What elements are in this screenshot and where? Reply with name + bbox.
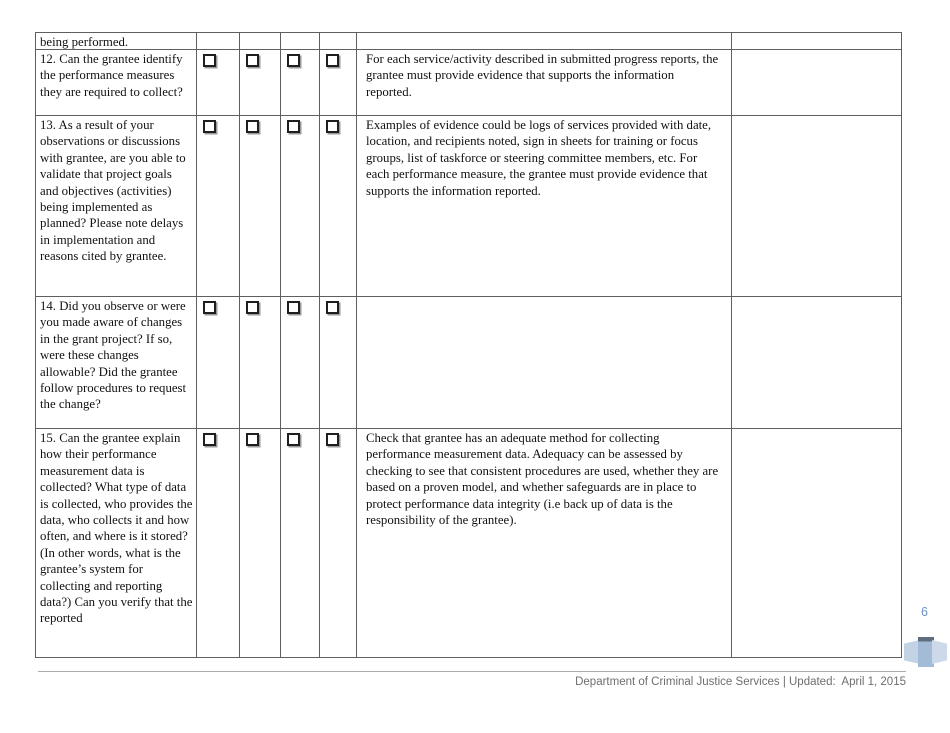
table-row <box>36 33 902 50</box>
guidance-cell <box>357 429 732 658</box>
guidance-cell <box>357 50 732 116</box>
checkbox[interactable] <box>287 120 300 133</box>
guidance-text: Check that grantee has an adequate method for collecting performance measurement data. Adequacy can be assessed by checking to see that consistent procedures are used, whether they are based on a proven model, and whether safeguards are in place to protect performance data integrity (i.e back up of data is the responsibility of the grantee). <box>366 431 719 528</box>
footer-text: Department of Criminal Justice Services | Updated: April 1, 2015 <box>575 676 906 688</box>
checkbox[interactable] <box>326 54 339 67</box>
monitoring-table <box>35 32 902 658</box>
checkbox[interactable] <box>326 433 339 446</box>
checkbox[interactable] <box>287 54 300 67</box>
checkbox[interactable] <box>287 301 300 314</box>
table-row <box>36 50 902 116</box>
checkbox-cell <box>197 297 240 429</box>
table-row <box>36 116 902 297</box>
checkbox-cell <box>240 33 281 50</box>
checkbox-cell <box>320 429 357 658</box>
checkbox-cell <box>197 33 240 50</box>
book-cube-icon-spine <box>918 637 934 667</box>
question-text: 12. Can the grantee identify the performance measures they are required to collect? <box>40 52 183 99</box>
question-cell <box>36 429 197 658</box>
checkbox[interactable] <box>287 433 300 446</box>
checkbox-cell <box>240 297 281 429</box>
question-continuation-text: being performed. <box>40 35 129 49</box>
guidance-text: For each service/activity described in submitted progress reports, the grantee must provide evidence that supports the information reported. <box>366 52 719 99</box>
checkbox-cell <box>320 116 357 297</box>
checkbox[interactable] <box>246 120 259 133</box>
question-cell <box>36 50 197 116</box>
question-text: 13. As a result of your observations or discussions with grantee, are you able to validate that project goals and objectives (activities) being implemented as planned? Please note delays in implementation and reasons cited by grantee. <box>40 118 186 264</box>
footer-divider <box>38 671 906 672</box>
checkbox[interactable] <box>203 301 216 314</box>
guidance-text: Examples of evidence could be logs of services provided with date, location, and recipients noted, sign in sheets for training or focus groups, list of taskforce or steering committee members, etc. For each performance measure, the grantee must provide evidence that supports the information reported. <box>366 118 712 198</box>
question-cell <box>36 116 197 297</box>
checkbox-cell <box>281 429 320 658</box>
checkbox[interactable] <box>326 120 339 133</box>
checkbox[interactable] <box>203 120 216 133</box>
checkbox-cell <box>197 116 240 297</box>
checkbox-cell <box>281 116 320 297</box>
notes-cell[interactable] <box>732 50 902 116</box>
checkbox-cell <box>320 297 357 429</box>
checkbox-cell <box>281 50 320 116</box>
book-cube-icon <box>904 637 947 667</box>
checkbox-cell <box>240 50 281 116</box>
checkbox[interactable] <box>326 301 339 314</box>
checkbox-cell <box>197 429 240 658</box>
guidance-cell <box>357 297 732 429</box>
question-text: 14. Did you observe or were you made aware of changes in the grant project? If so, were these changes allowable? Did the grantee follow procedures to request the change? <box>40 299 187 412</box>
table-row <box>36 297 902 429</box>
checkbox-cell <box>197 50 240 116</box>
checkbox-cell <box>240 429 281 658</box>
book-cube-icon-right-flap <box>932 640 947 664</box>
notes-cell[interactable] <box>732 297 902 429</box>
checkbox-cell <box>320 50 357 116</box>
guidance-text <box>357 297 731 298</box>
guidance-cell <box>357 33 732 50</box>
checkbox[interactable] <box>246 54 259 67</box>
table-row <box>36 429 902 658</box>
notes-cell[interactable] <box>732 429 902 658</box>
question-cell <box>36 33 197 50</box>
notes-cell[interactable] <box>732 116 902 297</box>
checkbox[interactable] <box>203 54 216 67</box>
guidance-cell <box>357 116 732 297</box>
page-number: 6 <box>921 605 928 619</box>
question-cell <box>36 297 197 429</box>
checkbox-cell <box>320 33 357 50</box>
checkbox-cell <box>281 297 320 429</box>
checkbox[interactable] <box>203 433 216 446</box>
checkbox[interactable] <box>246 301 259 314</box>
question-text: 15. Can the grantee explain how their performance measurement data is collected? What type of data is collected, who provides the data, who collects it and how often, and where is it stored? (In other words, what is the grantee’s system for collecting and reporting data?) Can you verify that the reported <box>40 431 193 626</box>
checkbox-cell <box>281 33 320 50</box>
checkbox[interactable] <box>246 433 259 446</box>
notes-cell[interactable] <box>732 33 902 50</box>
checkbox-cell <box>240 116 281 297</box>
